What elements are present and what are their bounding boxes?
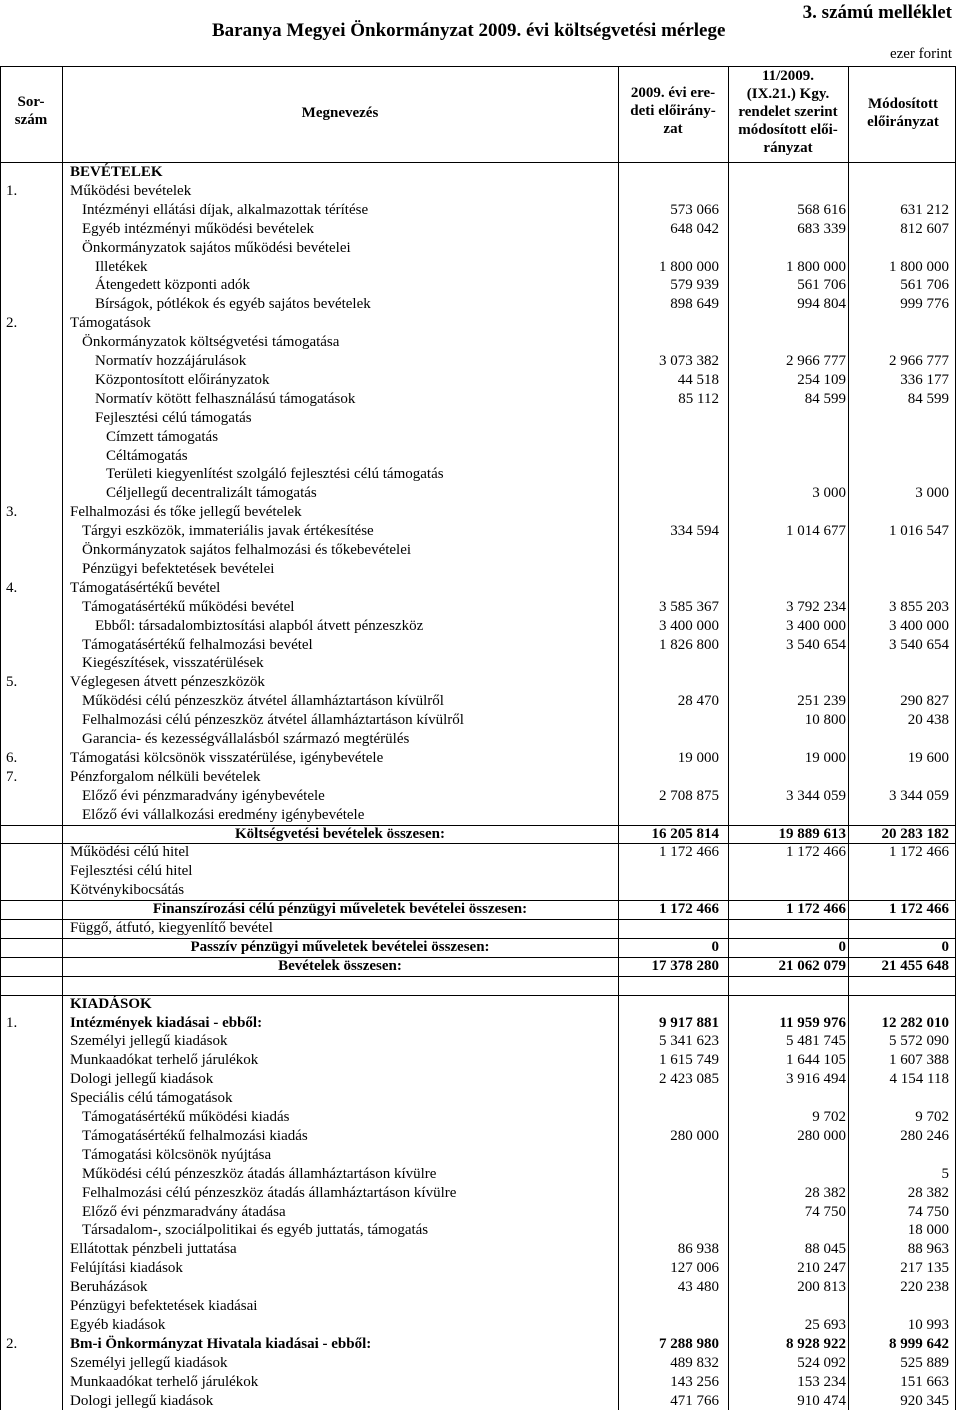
decree-value: 3 344 059 (786, 787, 846, 804)
modified-value: 561 706 (900, 277, 949, 294)
decree-value: 2 966 777 (786, 353, 846, 369)
original-value: 2 708 875 (659, 787, 719, 804)
row-label: Pénzügyi befektetések bevételei (82, 560, 275, 577)
row-label: Önkormányzatok költségvetési támogatása (82, 334, 340, 351)
original-value: 143 256 (670, 1373, 719, 1390)
decree-value: 19 889 613 (778, 825, 846, 842)
table-row (0, 654, 955, 673)
modified-value: 3 000 (915, 485, 949, 502)
row-label: Egyéb kiadások (70, 1316, 166, 1333)
modified-value: 3 344 059 (889, 787, 949, 804)
table-row (0, 560, 955, 579)
row-label: Előző évi pénzmaradvány igénybevétele (82, 787, 325, 804)
table-row (0, 900, 955, 919)
original-value: 1 826 800 (659, 636, 719, 653)
table-row (0, 390, 955, 409)
original-value: 1 615 749 (659, 1052, 719, 1069)
row-label: Bírságok, pótlékok és egyéb sajátos bevételek (95, 296, 371, 313)
row-label: Kiegészítések, visszatérülések (82, 655, 264, 672)
decree-value: 210 247 (797, 1260, 846, 1277)
modified-value: 2 966 777 (889, 353, 949, 369)
decree-value: 561 706 (797, 277, 846, 294)
decree-value: 1 644 105 (786, 1052, 846, 1069)
col-header-modified: Módosított előirányzat (867, 96, 939, 130)
modified-value: 88 963 (907, 1241, 949, 1258)
modified-value: 631 212 (900, 201, 949, 218)
row-label: Pénzforgalom nélküli bevételek (70, 768, 261, 785)
original-value: 2 423 085 (659, 1071, 719, 1088)
modified-value: 5 (941, 1165, 949, 1182)
table-row (0, 1184, 955, 1203)
table-row (0, 957, 955, 976)
row-label: Munkaadókat terhelő járulékok (70, 1373, 259, 1390)
decree-value: 10 800 (804, 712, 846, 729)
table-row (0, 579, 955, 598)
original-value: 1 172 466 (659, 844, 719, 861)
row-label: Véglegesen átvett pénzeszközök (70, 674, 265, 691)
table-row (0, 711, 955, 730)
modified-value: 1 016 547 (889, 523, 949, 540)
col-header-no: Sor- szám (14, 94, 48, 128)
row-label: Támogatások (70, 315, 151, 332)
modified-value: 1 800 000 (889, 258, 949, 275)
row-label: Címzett támogatás (106, 428, 219, 445)
modified-value: 0 (941, 938, 949, 955)
original-value: 7 288 980 (659, 1335, 719, 1352)
modified-value: 74 750 (907, 1203, 949, 1220)
original-value: 280 000 (670, 1127, 719, 1144)
row-label: Fejlesztési célú hitel (70, 863, 193, 880)
table-row (0, 1108, 955, 1127)
row-label: Egyéb intézményi működési bevételek (82, 220, 315, 237)
row-label: Működési bevételek (70, 182, 192, 199)
table-row (0, 201, 955, 220)
decree-value: 251 239 (797, 693, 846, 710)
table-row (0, 522, 955, 541)
table-row (0, 1240, 955, 1259)
row-label: Támogatási kölcsönök nyújtása (82, 1146, 272, 1163)
original-value: 43 480 (677, 1279, 719, 1296)
row-label: Önkormányzatok sajátos működési bevételei (82, 239, 351, 256)
row-label: Bevételek összesen: (278, 957, 402, 974)
original-value: 9 917 881 (659, 1014, 719, 1031)
original-value: 3 585 367 (659, 598, 719, 615)
table-row (0, 1297, 955, 1316)
modified-value: 220 238 (900, 1279, 949, 1296)
modified-value: 10 993 (907, 1316, 949, 1333)
decree-value: 994 804 (797, 296, 846, 313)
table-row (0, 465, 955, 484)
row-label: Felújítási kiadások (70, 1260, 183, 1277)
decree-value: 3 916 494 (786, 1071, 846, 1088)
row-rule (0, 957, 955, 958)
table-row (0, 220, 955, 239)
row-label: Intézményi ellátási díjak, alkalmazottak térítése (82, 201, 369, 218)
decree-value: 25 693 (804, 1316, 846, 1333)
table-row (0, 617, 955, 636)
table-row (0, 1203, 955, 1222)
table-row (0, 730, 955, 749)
row-rule (0, 938, 955, 939)
table-row (0, 182, 955, 201)
column-rule (62, 66, 63, 1410)
modified-value: 3 540 654 (889, 636, 949, 653)
original-value: 573 066 (670, 201, 719, 218)
original-value: 19 000 (677, 749, 719, 766)
table-row (0, 995, 955, 1014)
row-label: Ellátottak pénzbeli juttatása (70, 1241, 237, 1258)
row-number: 5. (6, 674, 18, 691)
row-label: Céljellegű decentralizált támogatás (106, 485, 317, 502)
decree-value: 254 109 (797, 371, 846, 388)
table-row (0, 1014, 955, 1033)
modified-value: 525 889 (900, 1354, 949, 1371)
original-value: 16 205 814 (651, 825, 719, 842)
modified-value: 84 599 (907, 390, 949, 407)
row-label: Fejlesztési célú támogatás (95, 409, 252, 426)
modified-value: 3 855 203 (889, 598, 949, 615)
table-row (0, 862, 955, 881)
original-value: 648 042 (670, 220, 719, 237)
table-row (0, 1278, 955, 1297)
table-row (0, 1089, 955, 1108)
decree-value: 5 481 745 (786, 1033, 846, 1050)
original-value: 898 649 (670, 296, 719, 313)
original-value: 579 939 (670, 277, 719, 294)
modified-value: 19 600 (907, 749, 949, 766)
row-label: Normatív kötött felhasználású támogatások (95, 390, 356, 407)
decree-value: 9 702 (812, 1109, 846, 1125)
decree-value: 0 (838, 938, 846, 955)
modified-value: 4 154 118 (889, 1071, 949, 1088)
column-rule (955, 66, 956, 1410)
row-rule (0, 825, 955, 826)
column-rule (848, 66, 849, 1410)
row-label: Passzív pénzügyi műveletek bevételei összesen: (190, 938, 490, 955)
table-row (0, 163, 955, 182)
row-label: Függő, átfutó, kiegyenlítő bevétel (70, 920, 273, 936)
decree-value: 8 928 922 (786, 1335, 846, 1352)
modified-value: 20 283 182 (881, 825, 949, 842)
row-label: Működési célú hitel (70, 844, 190, 861)
col-header-original: 2009. évi ere- deti előirány- zat (630, 85, 716, 137)
row-label: Támogatásértékű működési bevétel (82, 598, 295, 615)
decree-value: 3 400 000 (786, 617, 846, 634)
document-title: Baranya Megyei Önkormányzat 2009. évi költségvetési mérlege (212, 20, 726, 41)
row-label: Felhalmozási és tőke jellegű bevételek (70, 504, 302, 521)
table-row (0, 692, 955, 711)
row-label: Központosított előirányzatok (95, 371, 270, 388)
row-number: 1. (6, 182, 18, 199)
table-row (0, 787, 955, 806)
table-row (0, 428, 955, 447)
modified-value: 3 400 000 (889, 617, 949, 634)
table-row (0, 1070, 955, 1089)
table-row (0, 749, 955, 768)
table-row (0, 333, 955, 352)
original-value: 0 (711, 938, 719, 955)
row-label: Garancia- és kezességvállalásból származó megtérülés (82, 731, 410, 747)
original-value: 5 341 623 (659, 1033, 719, 1050)
decree-value: 3 792 234 (786, 598, 846, 615)
table-row (0, 636, 955, 655)
row-label: Dologi jellegű kiadások (70, 1071, 214, 1088)
table-row (0, 673, 955, 692)
row-label: Működési célú pénzeszköz átvétel államháztartáson kívülről (82, 693, 444, 710)
modified-value: 21 455 648 (881, 957, 949, 974)
row-label: Előző évi pénzmaradvány átadása (82, 1203, 286, 1220)
row-label: Költségvetési bevételek összesen: (235, 825, 445, 842)
row-label: BEVÉTELEK (70, 164, 163, 180)
row-label: Támogatásértékű felhalmozási kiadás (82, 1127, 308, 1144)
decree-value: 11 959 976 (779, 1014, 846, 1031)
table-row (0, 1392, 955, 1411)
modified-value: 1 172 466 (889, 844, 949, 861)
decree-value: 200 813 (797, 1279, 846, 1296)
annex-label: 3. számú melléklet (802, 2, 952, 23)
row-label: Bm-i Önkormányzat Hivatala kiadásai - ebből: (70, 1335, 372, 1352)
row-number: 1. (6, 1014, 18, 1031)
row-label: Személyi jellegű kiadások (70, 1033, 228, 1050)
original-value: 3 400 000 (659, 617, 719, 634)
row-number: 6. (6, 749, 18, 766)
modified-value: 280 246 (900, 1127, 949, 1144)
decree-value: 3 000 (812, 485, 846, 502)
col-header-modified-decree: 11/2009. (IX.21.) Kgy. rendelet szerint módosított elői- rányzat (738, 68, 838, 156)
original-value: 28 470 (677, 693, 719, 710)
row-rule (0, 976, 955, 977)
row-label: Társadalom-, szociálpolitikai és egyéb juttatás, támogatás (82, 1222, 429, 1239)
row-number: 4. (6, 579, 18, 596)
table-row (0, 1032, 955, 1051)
row-number: 7. (6, 768, 18, 785)
table-row (0, 541, 955, 560)
modified-value: 151 663 (900, 1373, 949, 1390)
row-label: Intézmények kiadásai - ebből: (70, 1014, 263, 1031)
row-label: Illetékek (95, 258, 148, 275)
col-header-name: Megnevezés (301, 105, 379, 121)
row-label: Munkaadókat terhelő járulékok (70, 1052, 259, 1069)
row-label: Működési célú pénzeszköz átadás államháztartáson kívülre (82, 1165, 437, 1182)
row-number: 3. (6, 504, 18, 521)
row-label: KIADÁSOK (70, 995, 152, 1012)
decree-value: 280 000 (797, 1127, 846, 1144)
table-row (0, 1127, 955, 1146)
modified-value: 920 345 (900, 1392, 949, 1409)
decree-value: 1 172 466 (786, 844, 846, 861)
decree-value: 1 800 000 (786, 258, 846, 275)
row-label: Finanszírozási célú pénzügyi műveletek bevételei összesen: (152, 901, 528, 918)
original-value: 471 766 (670, 1392, 719, 1409)
decree-value: 28 382 (804, 1184, 846, 1201)
row-label: Átengedett központi adók (95, 277, 250, 294)
original-value: 334 594 (670, 523, 719, 540)
row-label: Ebből: társadalombiztosítási alapból átvett pénzeszköz (95, 617, 424, 634)
table-row (0, 1354, 955, 1373)
table-row (0, 1316, 955, 1335)
modified-value: 8 999 642 (889, 1335, 949, 1352)
decree-value: 1 014 677 (786, 523, 846, 540)
modified-value: 217 135 (900, 1260, 949, 1277)
decree-value: 19 000 (804, 749, 846, 766)
modified-value: 18 000 (907, 1222, 949, 1239)
table-row (0, 1146, 955, 1165)
decree-value: 74 750 (804, 1203, 846, 1220)
decree-value: 153 234 (797, 1373, 846, 1390)
table-row (0, 352, 955, 371)
column-rule (728, 66, 729, 1410)
row-label: Speciális célú támogatások (70, 1090, 233, 1107)
modified-value: 20 438 (907, 712, 949, 729)
table-row (0, 919, 955, 938)
modified-value: 1 172 466 (889, 901, 949, 918)
modified-value: 812 607 (900, 220, 949, 237)
modified-value: 12 282 010 (881, 1014, 949, 1031)
table-row (0, 1165, 955, 1184)
original-value: 127 006 (670, 1260, 719, 1277)
row-label: Felhalmozási célú pénzeszköz átvétel államháztartáson kívülről (82, 712, 464, 729)
decree-value: 88 045 (804, 1241, 846, 1258)
table-row (0, 276, 955, 295)
row-label: Területi kiegyenlítést szolgáló fejlesztési célú támogatás (106, 466, 444, 483)
table-row (0, 295, 955, 314)
table-row (0, 1335, 955, 1354)
row-label: Támogatási kölcsönök visszatérülése, igénybevétele (70, 749, 384, 766)
table-row (0, 239, 955, 258)
decree-value: 21 062 079 (778, 957, 846, 974)
table-row (0, 825, 955, 844)
table-row (0, 976, 955, 995)
table-row (0, 806, 955, 825)
row-label: Pénzügyi befektetések kiadásai (70, 1298, 258, 1314)
row-label: Céltámogatás (106, 447, 188, 464)
column-rule (0, 66, 1, 1410)
modified-value: 5 572 090 (889, 1033, 949, 1050)
row-label: Önkormányzatok sajátos felhalmozási és tőkebevételei (82, 542, 412, 558)
table-row (0, 409, 955, 428)
table-row (0, 258, 955, 277)
unit-label: ezer forint (889, 46, 952, 62)
modified-value: 336 177 (900, 371, 949, 388)
table-row (0, 314, 955, 333)
modified-value: 290 827 (900, 693, 949, 710)
row-label: Kötvénykibocsátás (70, 882, 185, 899)
row-number: 2. (6, 1335, 18, 1352)
decree-value: 524 092 (797, 1354, 846, 1371)
original-value: 3 073 382 (659, 353, 719, 369)
row-label: Előző évi vállalkozási eredmény igénybevétele (82, 806, 365, 823)
table-row (0, 1373, 955, 1392)
row-label: Felhalmozási célú pénzeszköz átadás államháztartáson kívülre (82, 1184, 457, 1201)
row-label: Támogatásértékű felhalmozási bevétel (82, 636, 313, 653)
table-row (0, 843, 955, 862)
table-row (0, 768, 955, 787)
original-value: 44 518 (677, 371, 719, 388)
modified-value: 9 702 (915, 1109, 949, 1125)
table-row (0, 1259, 955, 1278)
table-row (0, 938, 955, 957)
table-row (0, 1221, 955, 1240)
modified-value: 28 382 (907, 1184, 949, 1201)
decree-value: 3 540 654 (786, 636, 846, 653)
modified-value: 999 776 (900, 296, 949, 313)
row-label: Személyi jellegű kiadások (70, 1354, 228, 1371)
table-row (0, 447, 955, 466)
row-label: Normatív hozzájárulások (95, 353, 247, 369)
row-label: Támogatásértékű működési kiadás (82, 1109, 290, 1125)
decree-value: 568 616 (797, 201, 846, 218)
column-rule (618, 66, 619, 1410)
table-row (0, 1051, 955, 1070)
table-row (0, 371, 955, 390)
decree-value: 84 599 (804, 390, 846, 407)
decree-value: 683 339 (797, 220, 846, 237)
table-row (0, 484, 955, 503)
row-label: Beruházások (70, 1279, 148, 1296)
row-rule (0, 900, 955, 901)
table-row (0, 881, 955, 900)
decree-value: 910 474 (797, 1392, 846, 1409)
row-label: Dologi jellegű kiadások (70, 1392, 214, 1409)
original-value: 17 378 280 (651, 957, 719, 974)
row-label: Tárgyi eszközök, immateriális javak értékesítése (82, 523, 374, 540)
modified-value: 1 607 388 (889, 1052, 949, 1069)
original-value: 1 172 466 (659, 901, 719, 918)
table-row (0, 503, 955, 522)
row-label: Támogatásértékű bevétel (70, 579, 221, 596)
original-value: 85 112 (678, 390, 719, 407)
original-value: 489 832 (670, 1354, 719, 1371)
original-value: 1 800 000 (659, 258, 719, 275)
row-number: 2. (6, 315, 18, 332)
decree-value: 1 172 466 (786, 901, 846, 918)
original-value: 86 938 (677, 1241, 719, 1258)
table-row (0, 598, 955, 617)
